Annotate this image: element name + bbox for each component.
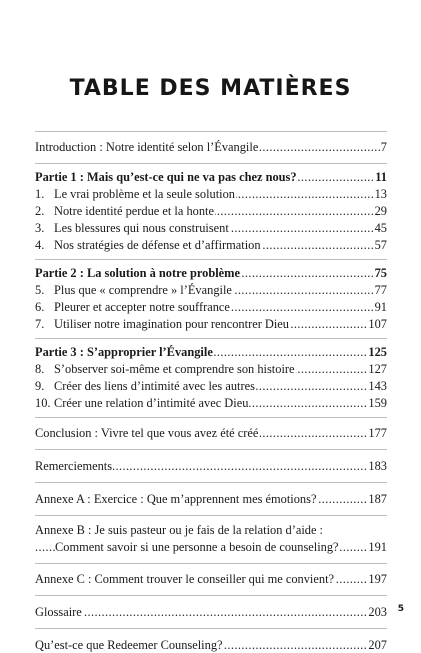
- toc-entry-chapter-5[interactable]: 5. Plus que « comprendre » l’Évangile 77 .....: [35, 282, 387, 298]
- toc-entry-redeemer-counseling[interactable]: Qu’est-ce que Redeemer Counseling? 207 .....: [35, 637, 387, 653]
- toc-entry-annex-b-line-2[interactable]: Comment savoir si une personne a besoin de counseling? 191 .....: [35, 539, 387, 555]
- toc-entry-part-3[interactable]: Partie 3 : S’approprier l’Évangile 125 .....: [35, 344, 387, 360]
- toc-entry-annex-c[interactable]: Annexe C : Comment trouver le conseiller qui me convient? 197 .....: [35, 571, 387, 587]
- toc-entry-introduction[interactable]: Introduction : Notre identité selon l’Évangile 7 .....: [35, 139, 387, 155]
- toc-entry-chapter-10[interactable]: 10. Créer une relation d’intimité avec Dieu 159 .....: [35, 395, 387, 411]
- toc-entry-annex-a[interactable]: Annexe A : Exercice : Que m’apprennent mes émotions? 187 .....: [35, 491, 387, 507]
- divider: [35, 417, 387, 418]
- toc-entry-chapter-4[interactable]: 4. Nos stratégies de défense et d’affirmation 57 .....: [35, 237, 387, 253]
- toc-entry-annex-b-line-1[interactable]: Annexe B : Je suis pasteur ou je fais de la relation d’aide :: [35, 523, 323, 537]
- toc-entry-chapter-6[interactable]: 6. Pleurer et accepter notre souffrance 91 .....: [35, 299, 387, 315]
- divider: [35, 563, 387, 564]
- toc-entry-chapter-7[interactable]: 7. Utiliser notre imagination pour rencontrer Dieu 107 .....: [35, 316, 387, 332]
- page-number: 5: [397, 604, 404, 614]
- divider: [35, 449, 387, 450]
- toc-entry-chapter-1[interactable]: 1. Le vrai problème et la seule solution 13 .....: [35, 186, 387, 202]
- toc-entry-glossary[interactable]: Glossaire 203 .....: [35, 604, 387, 620]
- divider: [35, 628, 387, 629]
- divider: [35, 163, 387, 164]
- divider: [35, 338, 387, 339]
- toc-entry-chapter-9[interactable]: 9. Créer des liens d’intimité avec les autres 143 .....: [35, 378, 387, 394]
- divider: [35, 595, 387, 596]
- divider: [35, 131, 387, 132]
- toc-entry-chapter-2[interactable]: 2. Notre identité perdue et la honte 29 .....: [35, 203, 387, 219]
- divider: [35, 482, 387, 483]
- toc-entry-part-1[interactable]: Partie 1 : Mais qu’est-ce qui ne va pas chez nous? 11 .....: [35, 169, 387, 185]
- page-title: TABLE DES MATIÈRES: [69, 76, 352, 101]
- toc-entry-chapter-3[interactable]: 3. Les blessures qui nous construisent 45 .....: [35, 220, 387, 236]
- toc-entry-conclusion[interactable]: Conclusion : Vivre tel que vous avez été créé 177 .....: [35, 425, 387, 441]
- divider: [35, 259, 387, 260]
- divider: [35, 515, 387, 516]
- toc-entry-part-2[interactable]: Partie 2 : La solution à notre problème 75 .....: [35, 265, 387, 281]
- toc-entry-chapter-8[interactable]: 8. S’observer soi-même et comprendre son histoire 127 .....: [35, 361, 387, 377]
- toc-entry-acknowledgements[interactable]: Remerciements 183 .....: [35, 458, 387, 474]
